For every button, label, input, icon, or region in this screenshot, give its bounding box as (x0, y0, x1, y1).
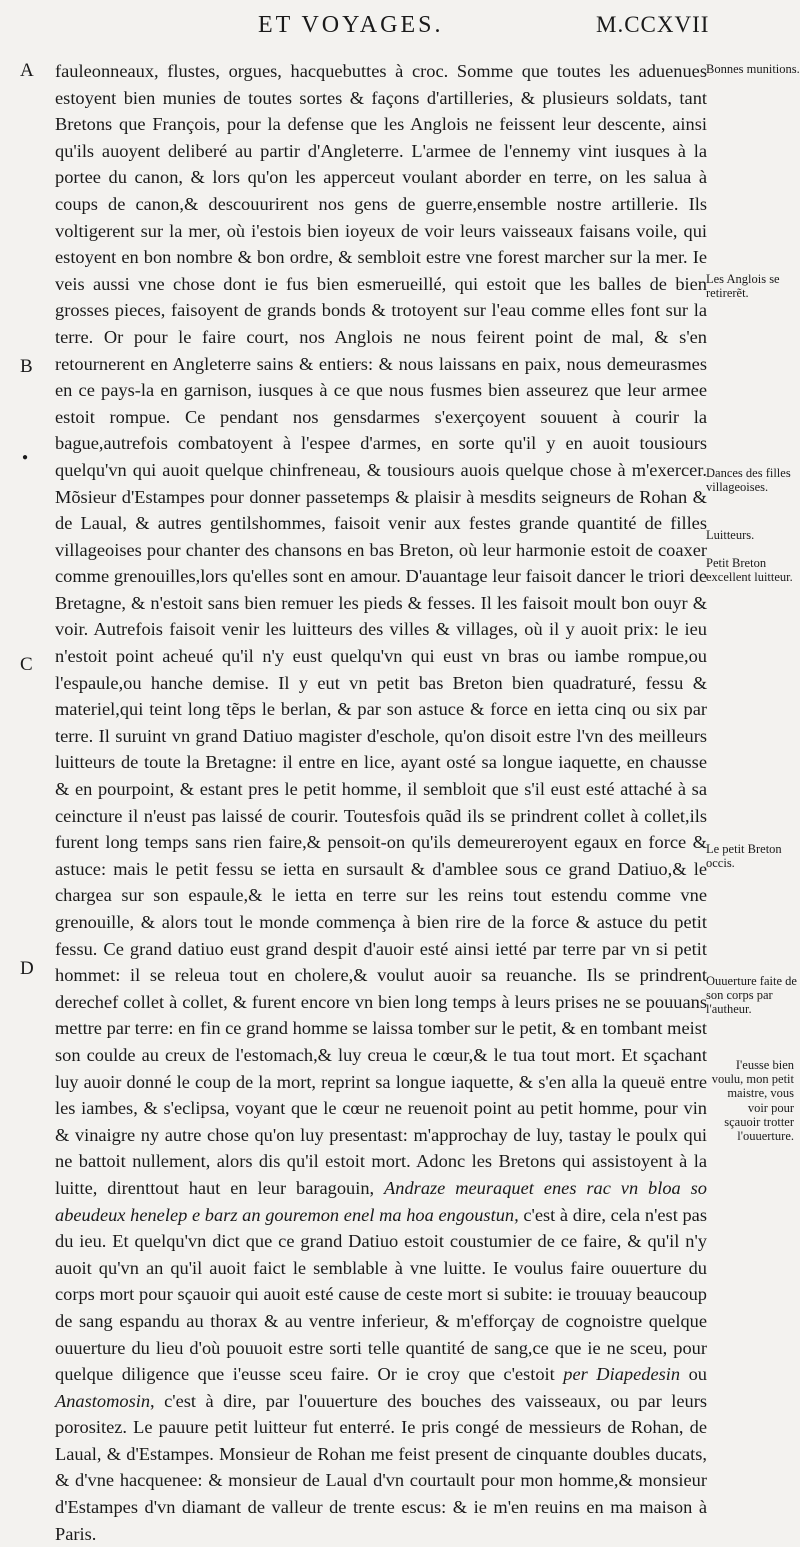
text-run: c'est à dire, cela n'est pas du ieu. Et quelqu'vn dict que ce grand Datiuo estoit coustumier de ce faire, & qu'il n'y auoit qu'vn an qu'il auoit faict le semblable à vne luitte. Ie voulus faire ouuerture du corps mort pour sçauoir qui auoit esté cause de ceste mort si subite: ie trouuay beaucoup de sang espandu au thorax & au ventre inferieur, & m'efforçay de cognoistre quelque ouuerture du lieu d'où pouuoit estre sorti telle quantité de sang,ce que ie ne sceu, pour quelque diligence que i'eusse sceu faire. Or ie croy que c'estoit (55, 1204, 707, 1385)
term-diapedesin: per Diapedesin (563, 1364, 681, 1385)
margin-note-dances: Dances des filles villageoises. (706, 466, 791, 495)
text-run: , c'est à dire, par l'ouuerture des bouches des vaisseaux, ou par leurs porositez. Le pauure petit luitteur fut enterré. Ie pris congé de messieurs de Rohan, de Laual, & d'Estampes. Monsieur de Rohan me feist present de cinquante doubles ducats, & d'vne hacquenee: & monsieur de Laual d'vn courtault pour mon homme,& monsieur d'Estampes d'vn diamant de valleur de trente escus: & ie m'en reuins en ma maison à Paris. (55, 1390, 707, 1544)
running-head (0, 4, 800, 44)
margin-note-munitions: Bonnes munitions. (706, 62, 800, 76)
breton-phrase: Andraze meuraquet enes rac vn bloa so abeudeux henelep e barz an gouremon enel ma hoa engoustun, (55, 1177, 707, 1225)
text-paragraph (55, 58, 707, 1547)
main-text (55, 58, 707, 1547)
section-letter-d: D (20, 958, 34, 979)
margin-note-eusse: I'eusse bien voulu, mon petit maistre, vous voir pour sçauoir trotter l'ouuerture. (711, 1058, 794, 1144)
section-letter-b: B (20, 356, 33, 377)
text-run: ou (688, 1364, 707, 1385)
margin-note-occis: Le petit Breton occis. (706, 842, 782, 871)
margin-note-ouuerture: Ouuerture faite de son corps par l'autheur. (706, 974, 797, 1017)
margin-dot: ● (22, 452, 29, 463)
folio-number: M.CCXVII (596, 12, 710, 37)
section-letter-a: A (20, 60, 34, 81)
margin-note-petit-breton: Petit Breton excellent luitteur. (706, 556, 793, 585)
term-anastomosin: Anastomosin (55, 1390, 151, 1411)
running-title: ET VOYAGES. (258, 12, 444, 38)
text-run: fauleonneaux, flustes, orgues, hacquebuttes à croc. Somme que toutes les aduenues estoyent bien munies de toutes sortes & façons d'artilleries, & plusieurs soldats, tant Bretons que François, pour la defense que les Anglois ne feissent leur descente, ainsi qu'ils auoyent deliberé au partir d'Angleterre. L'armee de l'ennemy vint iusques à la portee du canon, & lors qu'on les apperceut voulant aborder en terre, on les salua à coups de canon,& descouurirent nos gens de guerre,ensemble nostre artillerie. Ils voltigerent sur la mer, où i'estois bien ioyeux de voir leurs vaisseaux faisans voile, qui estoyent en bon nombre & bon ordre, & sembloit estre vne forest marcher sur la mer. Ie veis aussi vne chose dont ie fus bien esmerueillé, qui estoit que les balles de bien grosses pieces, faisoyent de grands bonds & trotoyent sur l'eau comme elles font sur la terre. Or pour le faire court, nos Anglois ne nous feirent point de mal, & s'en retournerent en Angleterre sains & entiers: & nous laissans en paix, nous demeurasmes en ce pays-la en garnison, iusques à ce que nous fusmes bien asseurez que leur armee estoit rompue. Ce pendant nos gensdarmes s'exerçoyent souuent à courir la bague,autrefois combatoyent à l'espee d'armes, en sorte qu'il y en auoit tousiours quelqu'vn qui auoit quelque chinfreneau, & tousiours auois quelque chose à m'exercer. Mõsieur d'Estampes pour donner passetemps & plaisir à mesdits seigneurs de Rohan & de Laual, & autres gentilshommes, faisoit venir aux festes grande quantité de filles villageoises pour chanter des chansons en bas Breton, où leur harmonie estoit de coaxer comme grenouilles,lors qu'elles sont en amour. D'auantage leur faisoit dancer le triori de Bretagne, & n'estoit sans bien remuer les pieds & fesses. Il les faisoit moult bon ouyr & voir. Autrefois faisoit venir les luitteurs des villes & villages, où il y auoit prix: le ieu n'estoit point acheué qu'il n'y eust quelqu'vn qui eust vn bras ou iambe rompue,ou l'espaule,ou hanche demise. Il y eut vn petit bas Breton bien quadraturé, fessu & materiel,qui teint long tẽps le berlan, & par son astuce & force en ietta cinq ou six par terre. Il suruint vn grand Datiuo magister d'eschole, qu'on disoit estre l'vn des meilleurs luitteurs de toute la Bretagne: il entre en lice, ayant osté sa longue iaquette, en chausse & en pourpoint, & estant pres le petit homme, il sembloit que s'il eust esté attaché à sa ceincture il n'eust pas laissé de courir. Toutesfois quãd ils se prindrent collet à collet,ils furent long temps sans rien faire,& pensoit-on qu'ils demeureroyent egaux en force & astuce: mais le petit fessu se ietta en sursault & d'amblee sous ce grand Datiuo,& le chargea sur son espaule,& le ietta en terre sur les reins tout estendu comme vne grenouille, & alors tout le monde commença à bien rire de la force & astuce du petit fessu. Ce grand datiuo eust grand despit d'auoir esté ainsi ietté par terre par vn si petit hommet: il se releua tout en cholere,& voulut auoir sa reuanche. Ils se prindrent derechef collet à collet, & furent encore vn bien long temps à leurs prises ne se pouuans mettre par terre: en fin ce grand homme se laissa tomber sur le petit, & en tombant meist son coulde au creux de l'estomach,& luy creua le cœur,& le tua tout mort. Et sçachant luy auoir donné le coup de la mort, reprint sa longue iaquette, & s'en alla la queuë entre les iambes, & s'eclipsa, voyant que le cœur ne reuenoit point au petit homme, pour vin & vinaigre ny autre chose qu'on luy presentast: m'approchay de luy, tastay le poulx qui ne battoit nullement, alors dis qu'il estoit mort. Adonc les Bretons qui assistoyent à la luitte, direnttout haut en leur baragouin, (55, 61, 707, 1198)
section-letter-c: C (20, 654, 33, 675)
margin-note-anglois: Les Anglois se retirerẽt. (706, 272, 780, 301)
margin-note-luitteurs: Luitteurs. (706, 528, 755, 542)
